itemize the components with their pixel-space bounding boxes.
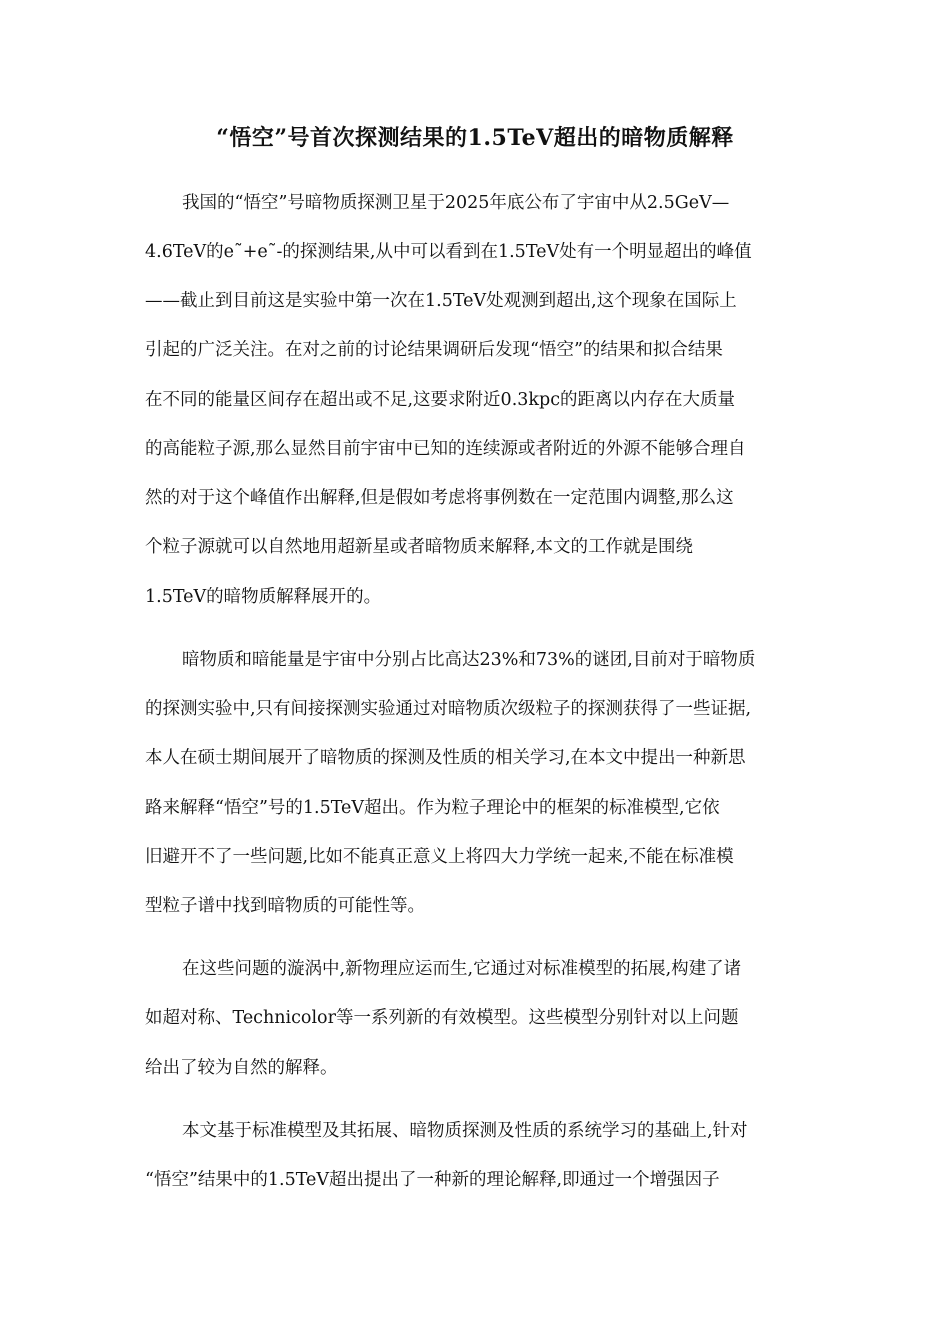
- paragraph-1-line-8: 个粒子源就可以自然地用超新星或者暗物质来解释,本文的工作就是围绕: [145, 537, 694, 557]
- paragraph-4-line-1: 本文基于标准模型及其拓展、暗物质探测及性质的系统学习的基础上,针对: [182, 1121, 748, 1141]
- paragraph-3-line-3: 给出了较为自然的解释。: [145, 1058, 338, 1078]
- paragraph-1-line-9: 1.5TeV的暗物质解释展开的。: [145, 587, 382, 607]
- paragraph-1-line-7: 然的对于这个峰值作出解释,但是假如考虑将事例数在一定范围内调整,那么这: [145, 488, 734, 508]
- paragraph-2-line-3: 本人在硕士期间展开了暗物质的探测及性质的相关学习,在本文中提出一种新思: [145, 748, 746, 768]
- document-title: “悟空”号首次探测结果的1.5TeV超出的暗物质解释: [216, 125, 734, 151]
- paragraph-1-line-1: 我国的“悟空”号暗物质探测卫星于2025年底公布了宇宙中从2.5GeV—: [182, 193, 730, 213]
- paragraph-2-line-1: 暗物质和暗能量是宇宙中分别占比高达23%和73%的谜团,目前对于暗物质: [182, 650, 756, 670]
- paragraph-1-line-6: 的高能粒子源,那么显然目前宇宙中已知的连续源或者附近的外源不能够合理自: [145, 439, 746, 459]
- paragraph-1-line-2: 4.6TeV的e˜+e˜-的探测结果,从中可以看到在1.5TeV处有一个明显超出的峰值: [145, 242, 752, 262]
- paragraph-1-line-3: ——截止到目前这是实验中第一次在1.5TeV处观测到超出,这个现象在国际上: [145, 291, 737, 311]
- paragraph-2-line-5: 旧避开不了一些问题,比如不能真正意义上将四大力学统一起来,不能在标准模: [145, 847, 734, 867]
- paragraph-1-line-5: 在不同的能量区间存在超出或不足,这要求附近0.3kpc的距离以内存在大质量: [145, 390, 735, 410]
- paragraph-3-line-2: 如超对称、Technicolor等一系列新的有效模型。这些模型分别针对以上问题: [145, 1008, 739, 1028]
- paragraph-2-line-4: 路来解释“悟空”号的1.5TeV超出。作为粒子理论中的框架的标准模型,它依: [145, 798, 720, 818]
- paragraph-2-line-2: 的探测实验中,只有间接探测实验通过对暗物质次级粒子的探测获得了一些证据,: [145, 699, 752, 719]
- paragraph-3-line-1: 在这些问题的漩涡中,新物理应运而生,它通过对标准模型的拓展,构建了诸: [182, 959, 742, 979]
- paragraph-1-line-4: 引起的广泛关注。在对之前的讨论结果调研后发现“悟空”的结果和拟合结果: [145, 340, 723, 360]
- paragraph-4-line-2: “悟空”结果中的1.5TeV超出提出了一种新的理论解释,即通过一个增强因子: [145, 1170, 720, 1190]
- paragraph-2-line-6: 型粒子谱中找到暗物质的可能性等。: [145, 896, 425, 916]
